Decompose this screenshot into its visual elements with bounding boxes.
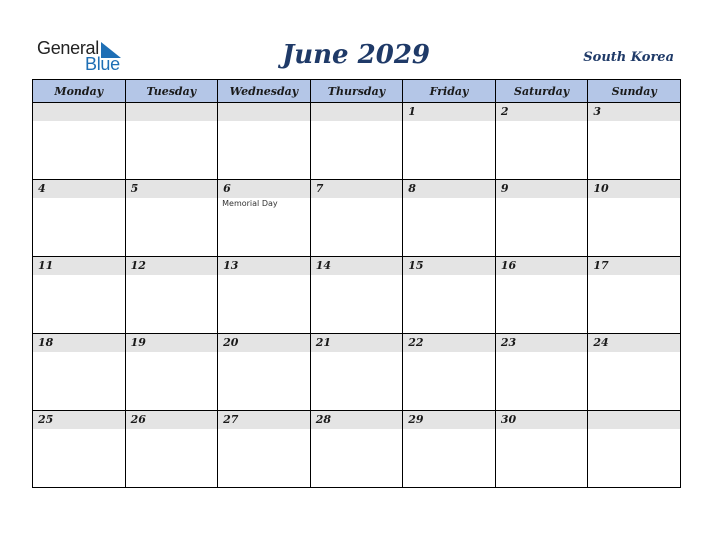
day-number: 24 bbox=[593, 336, 609, 349]
day-number: 29 bbox=[408, 413, 424, 426]
day-cell bbox=[218, 257, 311, 334]
day-cell bbox=[403, 257, 496, 334]
day-cell bbox=[310, 180, 403, 257]
day-cell bbox=[218, 334, 311, 411]
day-number: 28 bbox=[315, 413, 331, 426]
day-number-bar bbox=[496, 180, 588, 198]
day-number-bar bbox=[311, 103, 403, 121]
week-row bbox=[33, 411, 681, 488]
day-cell bbox=[495, 334, 588, 411]
week-row bbox=[33, 180, 681, 257]
day-number: 3 bbox=[593, 105, 602, 118]
weekday-header: Wednesday bbox=[218, 80, 311, 103]
day-number: 26 bbox=[130, 413, 146, 426]
week-row bbox=[33, 257, 681, 334]
day-number-bar bbox=[588, 103, 680, 121]
day-number: 17 bbox=[593, 259, 609, 272]
day-number-bar bbox=[496, 334, 588, 352]
day-number-bar bbox=[126, 257, 218, 275]
day-cell bbox=[125, 103, 218, 180]
day-cell bbox=[33, 180, 126, 257]
day-cell bbox=[495, 257, 588, 334]
day-number-bar bbox=[588, 257, 680, 275]
day-cell bbox=[33, 411, 126, 488]
day-number-bar bbox=[218, 180, 310, 198]
day-number: 12 bbox=[130, 259, 146, 272]
weekday-header-row bbox=[33, 80, 681, 103]
day-cell bbox=[310, 334, 403, 411]
day-number-bar bbox=[403, 411, 495, 429]
day-cell bbox=[310, 103, 403, 180]
day-number-bar bbox=[496, 103, 588, 121]
day-number-bar bbox=[403, 180, 495, 198]
day-number-bar bbox=[311, 257, 403, 275]
day-number-bar bbox=[588, 334, 680, 352]
day-number: 22 bbox=[408, 336, 424, 349]
day-cell bbox=[495, 411, 588, 488]
day-number-bar bbox=[496, 411, 588, 429]
day-cell bbox=[33, 257, 126, 334]
day-number-bar bbox=[126, 334, 218, 352]
day-cell bbox=[125, 411, 218, 488]
day-cell bbox=[218, 180, 311, 257]
day-cell bbox=[125, 257, 218, 334]
day-number-bar bbox=[403, 334, 495, 352]
day-number: 10 bbox=[593, 182, 609, 195]
day-number-bar bbox=[218, 334, 310, 352]
day-number: 30 bbox=[500, 413, 517, 426]
day-number-bar bbox=[588, 411, 680, 429]
day-cell bbox=[588, 257, 681, 334]
day-number: 15 bbox=[408, 259, 424, 272]
day-number: 7 bbox=[315, 182, 324, 195]
day-number-bar bbox=[311, 411, 403, 429]
day-cell bbox=[588, 180, 681, 257]
calendar-title: June 2029 bbox=[281, 40, 431, 70]
day-number-bar bbox=[403, 103, 495, 121]
day-number: 25 bbox=[38, 413, 54, 426]
day-cell bbox=[403, 334, 496, 411]
day-cell bbox=[403, 180, 496, 257]
day-number-bar bbox=[33, 334, 125, 352]
week-row bbox=[33, 103, 681, 180]
day-cell bbox=[495, 103, 588, 180]
day-number: 20 bbox=[223, 336, 239, 349]
day-cell bbox=[403, 103, 496, 180]
day-cell bbox=[125, 334, 218, 411]
weekday-header: Friday bbox=[403, 80, 496, 103]
day-cell bbox=[33, 103, 126, 180]
day-number: 1 bbox=[408, 105, 416, 118]
day-cell bbox=[310, 257, 403, 334]
day-cell bbox=[218, 103, 311, 180]
weekday-header: Sunday bbox=[588, 80, 681, 103]
day-number-bar bbox=[311, 334, 403, 352]
day-cell bbox=[125, 180, 218, 257]
day-number-bar bbox=[33, 411, 125, 429]
day-number: 5 bbox=[130, 182, 139, 195]
day-cell bbox=[588, 334, 681, 411]
day-number-bar bbox=[588, 180, 680, 198]
day-cell bbox=[218, 411, 311, 488]
day-number: 18 bbox=[38, 336, 54, 349]
logo-text-general: General bbox=[37, 38, 99, 58]
day-cell bbox=[310, 411, 403, 488]
day-number: 11 bbox=[38, 259, 54, 272]
day-number-bar bbox=[403, 257, 495, 275]
day-number: 9 bbox=[500, 182, 509, 195]
day-number: 2 bbox=[500, 105, 509, 118]
day-number-bar bbox=[218, 411, 310, 429]
day-number: 21 bbox=[315, 336, 331, 349]
day-cell bbox=[588, 411, 681, 488]
day-number-bar bbox=[126, 103, 218, 121]
day-number: 6 bbox=[223, 182, 231, 195]
day-number-bar bbox=[218, 103, 310, 121]
day-number-bar bbox=[33, 180, 125, 198]
week-row bbox=[33, 334, 681, 411]
day-number: 27 bbox=[223, 413, 239, 426]
day-number-bar bbox=[496, 257, 588, 275]
logo-text-blue: Blue bbox=[85, 54, 120, 74]
day-cell bbox=[495, 180, 588, 257]
day-cell bbox=[403, 411, 496, 488]
day-number-bar bbox=[33, 103, 125, 121]
day-number: 23 bbox=[500, 336, 517, 349]
country-label: South Korea bbox=[583, 50, 674, 65]
day-cell bbox=[588, 103, 681, 180]
weekday-header: Monday bbox=[33, 80, 126, 103]
holiday-event: Memorial Day bbox=[222, 199, 278, 208]
day-cell bbox=[33, 334, 126, 411]
calendar-grid bbox=[32, 79, 681, 488]
day-number: 13 bbox=[223, 259, 239, 272]
day-number-bar bbox=[311, 180, 403, 198]
day-number-bar bbox=[126, 411, 218, 429]
day-number: 16 bbox=[500, 259, 517, 272]
day-number: 19 bbox=[130, 336, 146, 349]
day-number-bar bbox=[33, 257, 125, 275]
day-number: 14 bbox=[315, 259, 331, 272]
day-number: 8 bbox=[408, 182, 416, 195]
day-number-bar bbox=[126, 180, 218, 198]
day-number: 4 bbox=[38, 182, 46, 195]
weekday-header: Thursday bbox=[310, 80, 403, 103]
day-number-bar bbox=[218, 257, 310, 275]
weekday-header: Saturday bbox=[495, 80, 588, 103]
weekday-header: Tuesday bbox=[125, 80, 218, 103]
